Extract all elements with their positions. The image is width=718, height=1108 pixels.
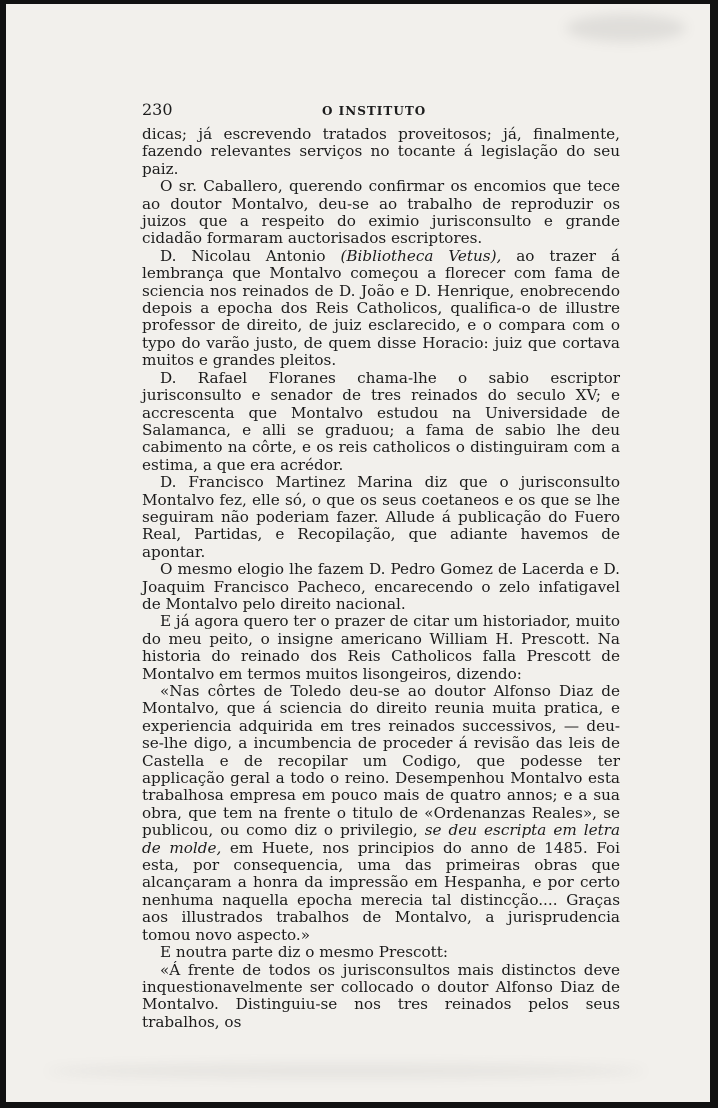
scan-smudge <box>566 14 686 42</box>
book-title-italic: (Bibliotheca Vetus), <box>340 246 502 265</box>
italic-phrase: se deu escripta em letra de molde, <box>142 821 620 857</box>
quotation-paragraph: «Á frente de todos os jurisconsultos mais distinctos deve inquestionavelmente ser collocado o doutor Alfonso Diaz de Montalvo. Distinguiu-se nos tres reinados pelos seus trabalhos, os <box>142 960 620 1031</box>
quotation-paragraph <box>142 683 620 944</box>
paragraph: D. Rafael Floranes chama-lhe o sabio escriptor jurisconsulto e senador de tres reinados do seculo XV; e accrescenta que Montalvo estudou na Universidade de Salamanca, e alli se graduou; a fama de sabio lhe deu cabimento na côrte, e os reis catholicos o distinguiram com a estima, a que era acrédor. <box>142 368 620 474</box>
page-content <box>142 100 620 1031</box>
paragraph: E noutra parte diz o mesmo Prescott: <box>160 943 448 962</box>
paragraph: O mesmo elogio lhe fazem D. Pedro Gomez de Lacerda e D. Joaquim Francisco Pacheco, encarecendo o zelo infatigavel de Montalvo pelo direito nacional. <box>142 560 620 613</box>
scan-smudge <box>46 1064 646 1078</box>
paragraph-text: «Nas côrtes de Toledo deu-se ao doutor Alfonso Diaz de Montalvo, que á sciencia do direito reunia muita pratica, e experiencia adquirida em tres reinados successivos, — deu-se-lhe digo, a incumbencia de proceder á revisão das leis de Castella e de recopilar um Codigo, que podesse ter applicação geral a todo o reino. Desempenhou Montalvo esta trabalhosa empresa em pouco mais de quatro annos; e a sua obra, que tem na frente o titulo de «Ordenanzas Reales», se publicou, ou como diz o privilegio, <box>142 682 620 840</box>
paragraph: E já agora quero ter o prazer de citar um historiador, muito do meu peito, o insigne americano William H. Prescott. Na historia do reinado dos Reis Catholicos falla Prescott de Montalvo em termos muitos lisongeiros, dizendo: <box>142 612 620 683</box>
paragraph: O sr. Caballero, querendo confirmar os encomios que tece ao doutor Montalvo, deu-se ao trabalho de reproduzir os juizos que a respeito do eximio jurisconsulto e grande cidadão formaram auctorisados escriptores. <box>142 177 620 248</box>
paragraph-text: ao trazer á lembrança que Montalvo começou a florecer com fama de sciencia nos reinados de D. João e D. Henrique, enobrecendo depois a epocha dos Reis Catholicos, qualifica-o de illustre professor de direito, de juiz esclarecido, e o compara com o typo do varão justo, de quem disse Horacio: juiz que cortava muitos e grandes pleitos. <box>142 246 621 370</box>
paragraph-text: em Huete, nos principios do anno de 1485. Foi esta, por consequencia, uma das primeiras obras que alcançaram a honra da impressão em Hespanha, e por certo nenhuma naquella epocha merecia tal distincção.... Graças aos illustrados trabalhos de Montalvo, a jurisprudencia tomou novo aspecto.» <box>142 838 620 944</box>
page-header <box>142 100 620 126</box>
paragraph: D. Francisco Martinez Marina diz que o jurisconsulto Montalvo fez, elle só, o que os seus coetaneos e os que se lhe seguiram não poderiam fazer. Allude á publicação do Fuero Real, Partidas, e Recopilação, que adiante havemos de apontar. <box>142 473 620 561</box>
running-title: O INSTITUTO <box>322 104 427 118</box>
document-page <box>6 4 710 1102</box>
page-number: 230 <box>142 100 173 119</box>
paragraph: dicas; já escrevendo tratados proveitosos; já, finalmente, fazendo relevantes serviços no tocante á legislação do seu paiz. <box>142 125 620 178</box>
paragraph-text: D. Nicolau Antonio <box>160 246 341 265</box>
paragraph <box>142 248 620 370</box>
